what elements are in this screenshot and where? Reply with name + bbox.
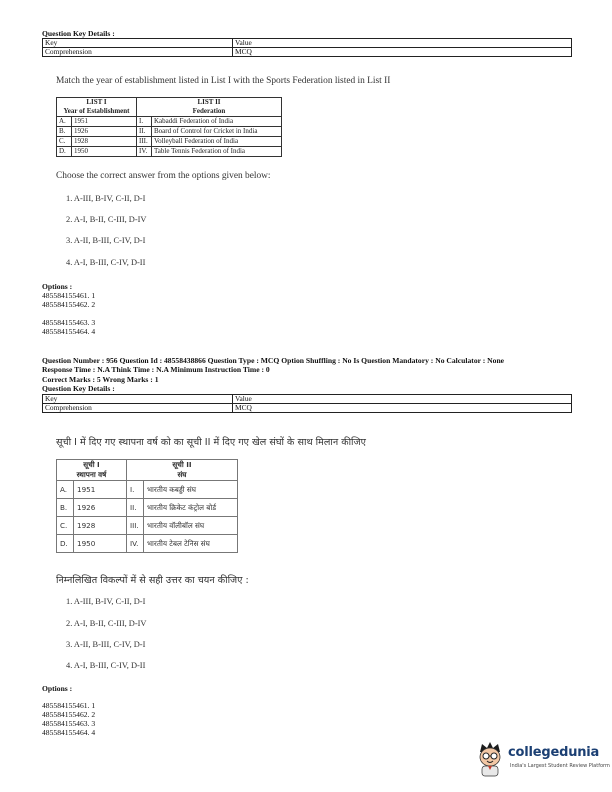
- table-row: [57, 117, 282, 127]
- key-value-table: [42, 394, 572, 413]
- key-details-heading: Question Key Details :: [42, 384, 115, 393]
- kv-cell-key: Comprehension: [43, 404, 233, 413]
- question-text-hindi: सूची I में दिए गए स्थापना वर्ष को का सूची II में दिए गए खेल संघों के साथ मिलान कीजिए: [56, 437, 366, 448]
- logo-tagline: India's Largest Student Review Platform: [510, 763, 610, 769]
- option-id-2: 485584155462. 2: [42, 710, 96, 719]
- kv-cell-value: MCQ: [233, 404, 572, 413]
- row-federation: Kabaddi Federation of India: [152, 117, 282, 127]
- mascot-icon: [474, 740, 506, 778]
- row-federation: भारतीय क्रिकेट कंट्रोल बोर्ड: [144, 499, 238, 517]
- option-id-4: 485584155464. 4: [42, 327, 96, 336]
- kv-cell-key: Comprehension: [43, 48, 233, 57]
- table-row: [57, 98, 282, 117]
- kv-header-value: Value: [233, 39, 572, 48]
- option-id-3: 485584155463. 3: [42, 318, 96, 327]
- table-row: [57, 147, 282, 157]
- instruction-text-hindi: निम्नलिखित विकल्पों में से सही उत्तर का चयन कीजिए :: [56, 575, 249, 586]
- list1-subtitle: Year of Establishment: [63, 107, 130, 115]
- table-row: [57, 499, 238, 517]
- table-row: [43, 395, 572, 404]
- table-row: [43, 404, 572, 413]
- row-year: 1951: [72, 117, 137, 127]
- table-row: [43, 39, 572, 48]
- options-heading: Options :: [42, 684, 73, 693]
- table-row: [57, 137, 282, 147]
- list2-subtitle: Federation: [192, 107, 226, 115]
- question-meta-line-3: Correct Marks : 5 Wrong Marks : 1: [42, 375, 159, 384]
- row-numeral: IV.: [127, 535, 144, 553]
- row-numeral: III.: [137, 137, 152, 147]
- list2-subtitle: संघ: [177, 470, 187, 479]
- row-federation: Table Tennis Federation of India: [152, 147, 282, 157]
- choice-2: 2. A-I, B-II, C-III, D-IV: [66, 619, 147, 628]
- question-text: Match the year of establishment listed in List I with the Sports Federation listed in List II: [56, 76, 391, 86]
- option-id-4: 485584155464. 4: [42, 728, 96, 737]
- row-letter: D.: [57, 535, 74, 553]
- choice-4: 4. A-I, B-III, C-IV, D-II: [66, 661, 146, 670]
- row-year: 1950: [72, 147, 137, 157]
- question-meta-line-2: Response Time : N.A Think Time : N.A Minimum Instruction Time : 0: [42, 365, 270, 374]
- choice-2: 2. A-I, B-II, C-III, D-IV: [66, 215, 147, 224]
- list2-title: LIST II: [197, 98, 221, 106]
- option-id-1: 485584155461. 1: [42, 701, 96, 710]
- row-federation: भारतीय टेबल टेनिस संघ: [144, 535, 238, 553]
- list2-title: सूची II: [172, 460, 192, 469]
- list1-subtitle: स्थापना वर्ष: [76, 470, 107, 479]
- row-year: 1928: [72, 137, 137, 147]
- table-row: [57, 460, 238, 481]
- option-id-2: 485584155462. 2: [42, 300, 96, 309]
- instruction-text: Choose the correct answer from the options given below:: [56, 171, 271, 181]
- match-table: [56, 97, 282, 157]
- kv-header-value: Value: [233, 395, 572, 404]
- row-year: 1950: [74, 535, 127, 553]
- table-row: [57, 517, 238, 535]
- list2-heading: [127, 460, 238, 481]
- row-numeral: I.: [127, 481, 144, 499]
- list2-heading: [137, 98, 282, 117]
- choice-3: 3. A-II, B-III, C-IV, D-I: [66, 640, 146, 649]
- choice-1: 1. A-III, B-IV, C-II, D-I: [66, 597, 146, 606]
- option-id-3: 485584155463. 3: [42, 719, 96, 728]
- row-letter: A.: [57, 481, 74, 499]
- row-letter: C.: [57, 517, 74, 535]
- match-table-hindi: [56, 459, 238, 553]
- table-row: [43, 48, 572, 57]
- choice-3: 3. A-II, B-III, C-IV, D-I: [66, 236, 146, 245]
- row-numeral: I.: [137, 117, 152, 127]
- row-numeral: II.: [127, 499, 144, 517]
- list1-heading: [57, 460, 127, 481]
- question-meta-line-1: Question Number : 956 Question Id : 48558438866 Question Type : MCQ Option Shuffling : No Is Question Mandatory : No Calculator : None: [42, 356, 505, 365]
- kv-cell-value: MCQ: [233, 48, 572, 57]
- list1-title: LIST I: [86, 98, 107, 106]
- row-federation: Volleyball Federation of India: [152, 137, 282, 147]
- options-heading: Options :: [42, 282, 73, 291]
- row-letter: A.: [57, 117, 72, 127]
- row-year: 1928: [74, 517, 127, 535]
- row-numeral: III.: [127, 517, 144, 535]
- row-letter: C.: [57, 137, 72, 147]
- choice-1: 1. A-III, B-IV, C-II, D-I: [66, 194, 146, 203]
- row-year: 1926: [74, 499, 127, 517]
- key-details-heading: Question Key Details :: [42, 29, 115, 38]
- kv-header-key: Key: [43, 395, 233, 404]
- row-federation: भारतीय वॉलीबॉल संघ: [144, 517, 238, 535]
- row-letter: B.: [57, 127, 72, 137]
- row-year: 1951: [74, 481, 127, 499]
- row-numeral: II.: [137, 127, 152, 137]
- row-federation: Board of Control for Cricket in India: [152, 127, 282, 137]
- row-letter: B.: [57, 499, 74, 517]
- option-id-1: 485584155461. 1: [42, 291, 96, 300]
- list1-heading: [57, 98, 137, 117]
- list1-title: सूची I: [83, 460, 100, 469]
- table-row: [57, 481, 238, 499]
- row-year: 1926: [72, 127, 137, 137]
- kv-header-key: Key: [43, 39, 233, 48]
- collegedunia-logo: [474, 740, 610, 780]
- row-federation: भारतीय कबड्डी संघ: [144, 481, 238, 499]
- row-letter: D.: [57, 147, 72, 157]
- key-value-table: [42, 38, 572, 57]
- table-row: [57, 535, 238, 553]
- choice-4: 4. A-I, B-III, C-IV, D-II: [66, 258, 146, 267]
- row-numeral: IV.: [137, 147, 152, 157]
- logo-wordmark: collegedunia: [508, 745, 600, 760]
- table-row: [57, 127, 282, 137]
